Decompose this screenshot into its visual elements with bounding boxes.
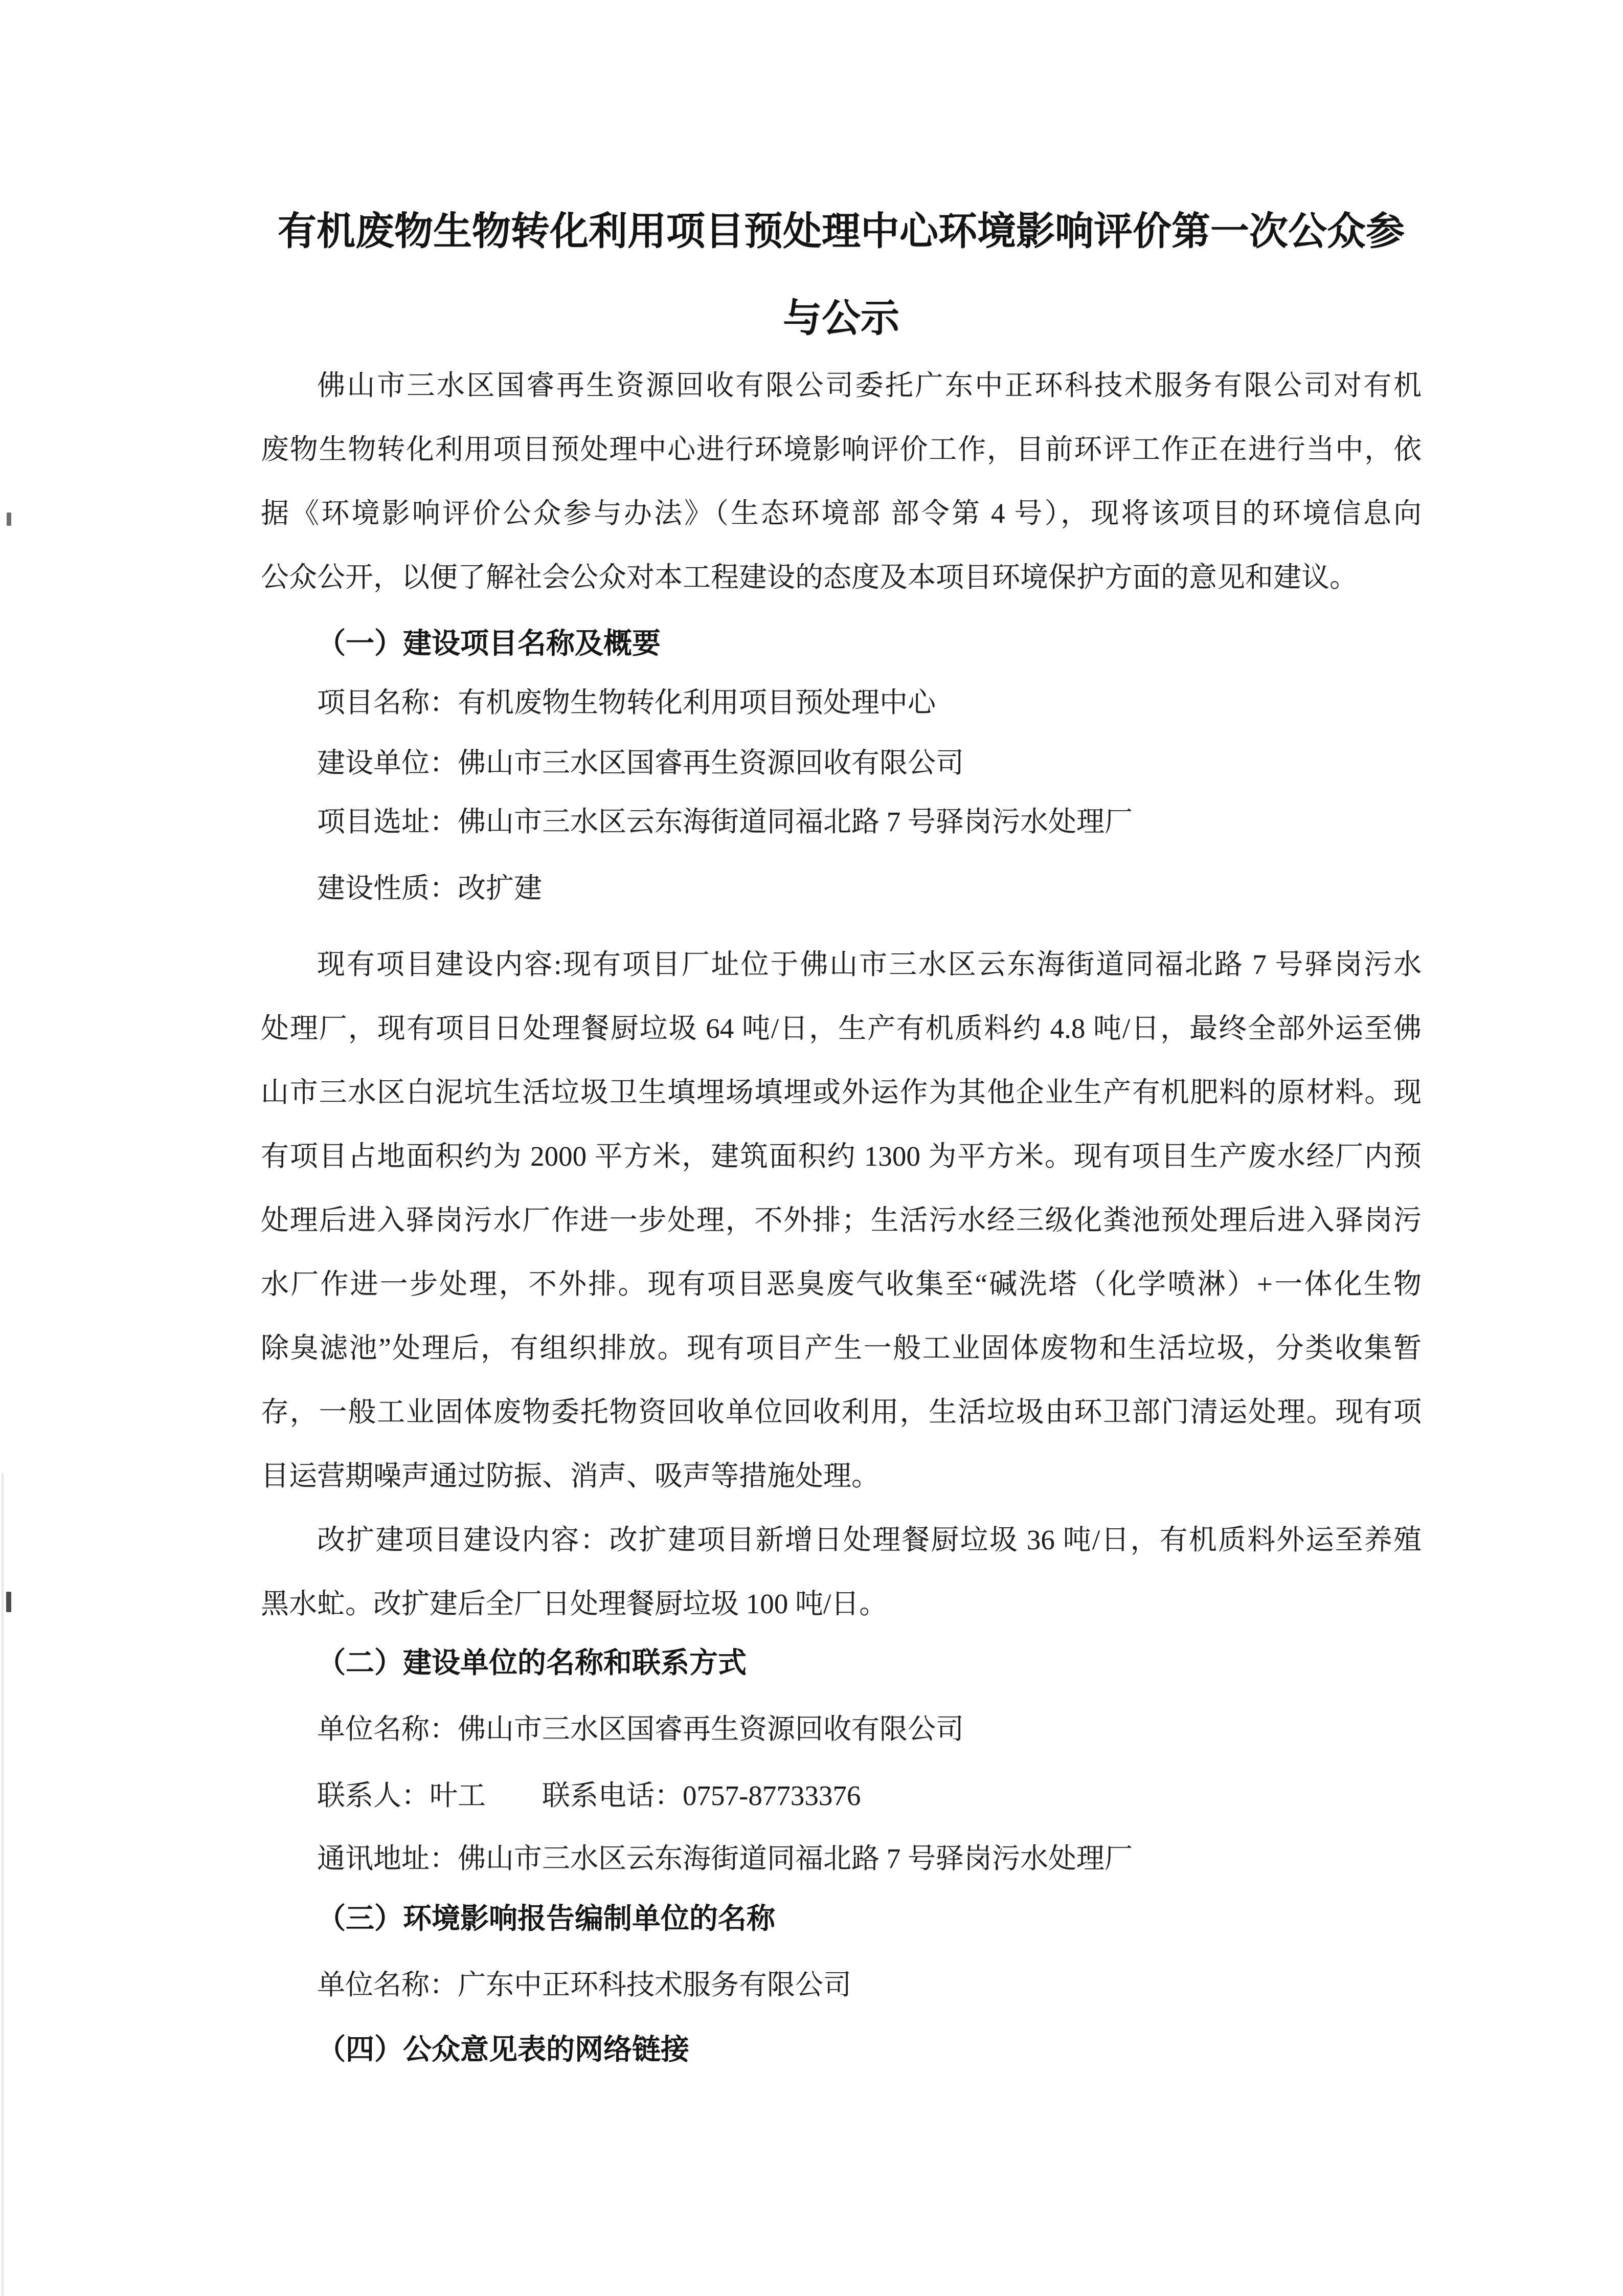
intro-line: 废物生物转化利用项目预处理中心进行环境影响评价工作，目前环评工作正在进行当中，依: [261, 434, 1422, 465]
contact-person-phone-line: 联系人：叶工 联系电话：0757-87733376: [317, 1780, 861, 1811]
construction-nature-line: 建设性质：改扩建: [317, 873, 543, 904]
mailing-address-line: 通讯地址：佛山市三水区云东海街道同福北路 7 号驿岗污水处理厂: [317, 1843, 1133, 1874]
construction-unit-line: 建设单位：佛山市三水区国睿再生资源回收有限公司: [317, 747, 964, 778]
project-site-line: 项目选址：佛山市三水区云东海街道同福北路 7 号驿岗污水处理厂: [317, 806, 1133, 837]
report-unit-name-line: 单位名称：广东中正环科技术服务有限公司: [317, 1969, 852, 2000]
existing-project-line: 有项目占地面积约为 2000 平方米，建筑面积约 1300 为平方米。现有项目生产废水经厂内预: [261, 1141, 1422, 1172]
document-title: [261, 188, 1422, 362]
expansion-project-paragraph: [261, 1508, 1422, 1636]
scan-artifact-mark: [6, 1592, 11, 1612]
intro-line: 据《环境影响评价公众参与办法》（生态环境部 部令第 4 号），现将该项目的环境信息向: [261, 498, 1422, 529]
section-2-heading: （二）建设单位的名称和联系方式: [317, 1646, 747, 1679]
existing-project-line: 处理后进入驿岗污水厂作进一步处理，不外排；生活污水经三级化粪池预处理后进入驿岗污: [261, 1205, 1422, 1236]
section-3-heading: （三）环境影响报告编制单位的名称: [317, 1902, 775, 1934]
intro-line: 公众公开，以便了解社会公众对本工程建设的态度及本项目环境保护方面的意见和建议。: [261, 562, 1358, 593]
section-4-heading: （四）公众意见表的网络链接: [317, 2033, 689, 2065]
existing-project-line: 处理厂，现有项目日处理餐厨垃圾 64 吨/日，生产有机质料约 4.8 吨/日，最终全部外运至佛: [261, 1013, 1422, 1044]
existing-project-line: 山市三水区白泥坑生活垃圾卫生填埋场填埋或外运作为其他企业生产有机肥料的原材料。现: [261, 1077, 1422, 1108]
expansion-project-line: 黑水虻。改扩建后全厂日处理餐厨垃圾 100 吨/日。: [261, 1588, 888, 1619]
document-title-line-1: 有机废物生物转化利用项目预处理中心环境影响评价第一次公众参: [278, 210, 1405, 253]
existing-project-line: 除臭滤池”处理后，有组织排放。现有项目产生一般工业固体废物和生活垃圾，分类收集暂: [261, 1332, 1422, 1364]
scan-artifact-mark: [7, 512, 11, 526]
intro-line: 佛山市三水区国睿再生资源回收有限公司委托广东中正环科技术服务有限公司对有机: [317, 370, 1422, 401]
unit-name-line: 单位名称：佛山市三水区国睿再生资源回收有限公司: [317, 1713, 964, 1745]
section-1-heading: （一）建设项目名称及概要: [317, 627, 661, 659]
existing-project-line: 存，一般工业固体废物委托物资回收单位回收利用，生活垃圾由环卫部门清运处理。现有项: [261, 1396, 1422, 1428]
intro-paragraph: [261, 353, 1422, 609]
document-title-line-2: 与公示: [783, 297, 899, 340]
existing-project-line: 现有项目建设内容:现有项目厂址位于佛山市三水区云东海街道同福北路 7 号驿岗污水: [317, 949, 1422, 980]
scan-artifact-edge-line: [2, 1473, 4, 2296]
existing-project-line: 水厂作进一步处理，不外排。现有项目恶臭废气收集至“碱洗塔（化学喷淋）+一体化生物: [261, 1268, 1422, 1300]
project-name-line: 项目名称：有机废物生物转化利用项目预处理中心: [317, 687, 936, 718]
existing-project-paragraph: [261, 932, 1422, 1508]
existing-project-line: 目运营期噪声通过防振、消声、吸声等措施处理。: [261, 1460, 880, 1491]
expansion-project-line: 改扩建项目建设内容：改扩建项目新增日处理餐厨垃圾 36 吨/日，有机质料外运至养殖: [317, 1524, 1422, 1555]
